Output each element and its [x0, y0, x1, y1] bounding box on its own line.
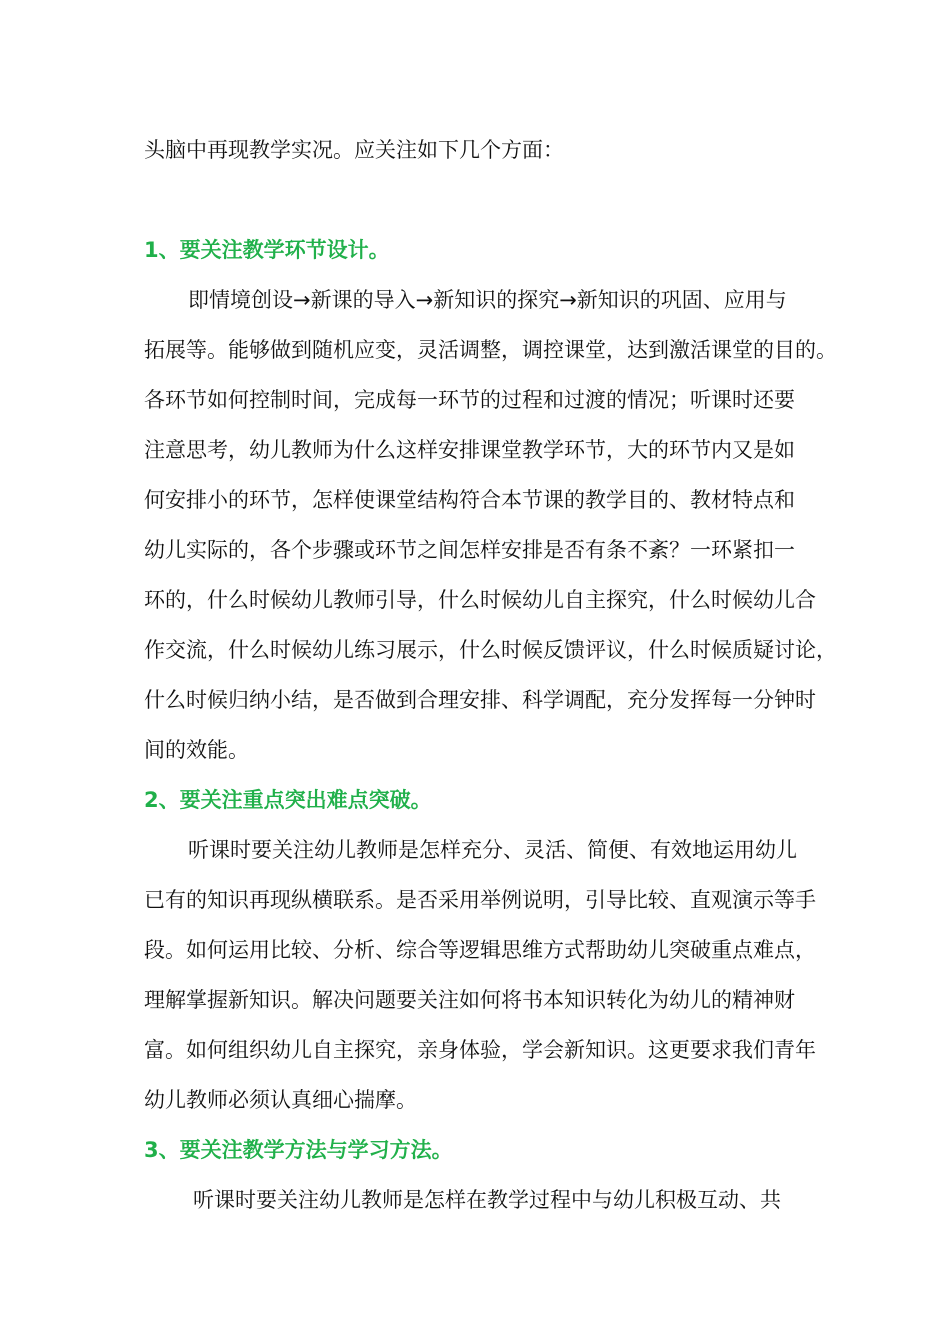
spacer [144, 175, 816, 225]
section-1-paragraph-line: 环的，什么时候幼儿教师引导，什么时候幼儿自主探究，什么时候幼儿合 [144, 588, 816, 612]
section-1-paragraph-line: 各环节如何控制时间，完成每一环节的过程和过渡的情况；听课时还要 [144, 388, 795, 412]
section-2-paragraph-line: 富。如何组织幼儿自主探究，亲身体验，学会新知识。这更要求我们青年 [144, 1038, 816, 1062]
section-3-heading: 3、要关注教学方法与学习方法。 [144, 1138, 453, 1162]
section-1-paragraph-line: 作交流，什么时候幼儿练习展示，什么时候反馈评议，什么时候质疑讨论， [144, 638, 837, 662]
section-3-paragraph-line: 听课时要关注幼儿教师是怎样在教学过程中与幼儿积极互动、共 [193, 1188, 781, 1212]
section-2-paragraph-line: 幼儿教师必须认真细心揣摩。 [144, 1088, 417, 1112]
section-1-paragraph-line: 注意思考，幼儿教师为什么这样安排课堂教学环节，大的环节内又是如 [144, 438, 795, 462]
section-1-heading: 1、要关注教学环节设计。 [144, 238, 390, 262]
section-1-paragraph-line: 何安排小的环节，怎样使课堂结构符合本节课的教学目的、教材特点和 [144, 488, 795, 512]
document-page [144, 125, 837, 1225]
section-2-paragraph-line: 段。如何运用比较、分析、综合等逻辑思维方式帮助幼儿突破重点难点， [144, 938, 816, 962]
section-1-paragraph-line: 间的效能。 [144, 738, 249, 762]
section-2-paragraph-line: 听课时要关注幼儿教师是怎样充分、灵活、简便、有效地运用幼儿 [188, 838, 797, 862]
section-2-paragraph-line: 理解掌握新知识。解决问题要关注如何将书本知识转化为幼儿的精神财 [144, 988, 795, 1012]
intro-text: 头脑中再现教学实况。应关注如下几个方面： [144, 138, 564, 162]
section-2-heading: 2、要关注重点突出难点突破。 [144, 788, 432, 812]
section-1-paragraph-line: 拓展等。能够做到随机应变，灵活调整，调控课堂，达到激活课堂的目的。 [144, 338, 837, 362]
section-1-paragraph-line: 即情境创设→新课的导入→新知识的探究→新知识的巩固、应用与 [188, 288, 787, 312]
section-1-paragraph-line: 幼儿实际的，各个步骤或环节之间怎样安排是否有条不紊？一环紧扣一 [144, 538, 795, 562]
section-1-paragraph-line: 什么时候归纳小结，是否做到合理安排、科学调配，充分发挥每一分钟时 [144, 688, 816, 712]
section-2-paragraph-line: 已有的知识再现纵横联系。是否采用举例说明，引导比较、直观演示等手 [144, 888, 816, 912]
